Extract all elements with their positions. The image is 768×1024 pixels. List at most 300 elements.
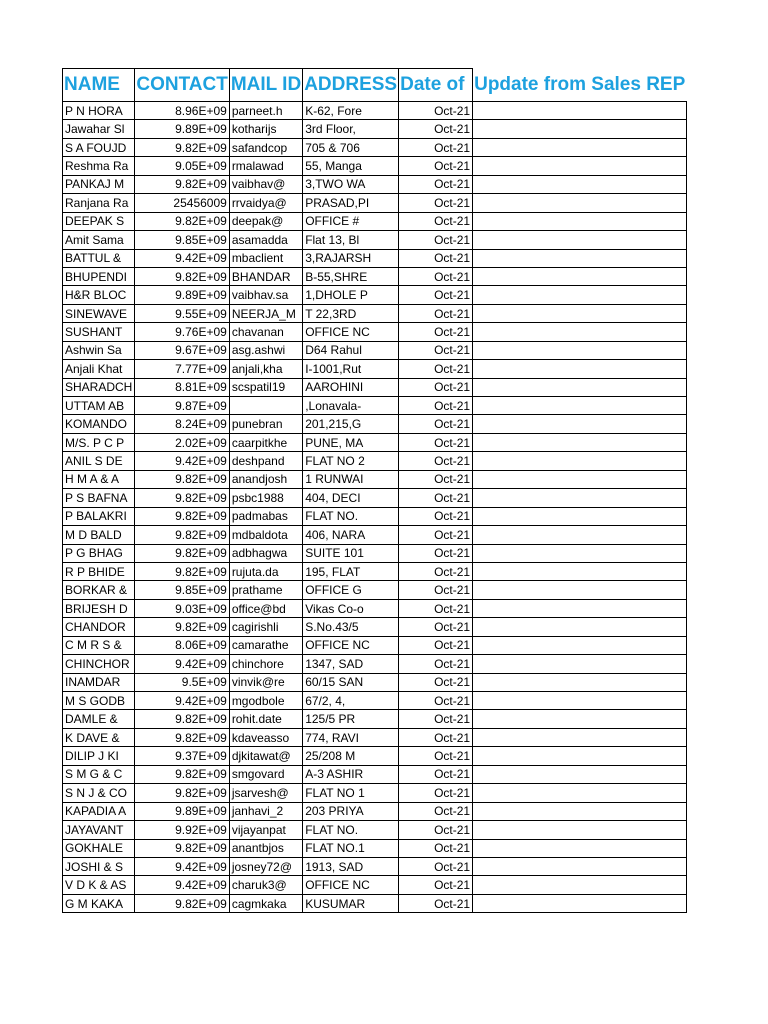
date-cell[interactable]: Oct-21 xyxy=(399,747,473,765)
addr-cell[interactable]: 406, NARA xyxy=(303,526,399,544)
mail-cell[interactable]: djkitawat@ xyxy=(229,747,302,765)
contact-cell[interactable]: 9.85E+09 xyxy=(135,231,229,249)
mail-cell[interactable]: punebran xyxy=(229,415,302,433)
table-row xyxy=(63,341,687,359)
mail-cell[interactable]: rmalawad xyxy=(229,157,302,175)
table-row xyxy=(63,728,687,746)
mail-cell[interactable]: vaibhav@ xyxy=(229,175,302,193)
contact-cell[interactable]: 9.82E+09 xyxy=(135,470,229,488)
addr-cell[interactable]: B-55,SHRE xyxy=(303,267,399,285)
name-cell[interactable]: S N J & CO xyxy=(63,784,135,802)
table-row xyxy=(63,710,687,728)
mail-cell[interactable]: rujuta.da xyxy=(229,562,302,580)
contact-cell[interactable]: 9.5E+09 xyxy=(135,673,229,691)
date-cell[interactable]: Oct-21 xyxy=(399,102,473,120)
contact-cell[interactable]: 8.24E+09 xyxy=(135,415,229,433)
contact-cell[interactable]: 9.42E+09 xyxy=(135,857,229,875)
contact-cell[interactable]: 9.82E+09 xyxy=(135,544,229,562)
mail-cell[interactable]: rrvaidya@ xyxy=(229,194,302,212)
table-row xyxy=(63,323,687,341)
date-cell[interactable]: Oct-21 xyxy=(399,433,473,451)
date-cell[interactable]: Oct-21 xyxy=(399,673,473,691)
mail-cell[interactable]: charuk3@ xyxy=(229,876,302,894)
header-address[interactable]: ADDRESS xyxy=(303,69,399,102)
contact-cell[interactable]: 9.82E+09 xyxy=(135,618,229,636)
name-cell[interactable]: G M KAKA xyxy=(63,894,135,912)
name-cell[interactable]: DILIP J KI xyxy=(63,747,135,765)
update-cell[interactable] xyxy=(473,728,687,746)
name-cell[interactable]: KAPADIA A xyxy=(63,802,135,820)
name-cell[interactable]: Reshma Ra xyxy=(63,157,135,175)
header-contact[interactable]: CONTACT xyxy=(135,69,229,102)
contact-cell[interactable]: 9.87E+09 xyxy=(135,397,229,415)
update-cell[interactable] xyxy=(473,360,687,378)
date-cell[interactable]: Oct-21 xyxy=(399,341,473,359)
name-cell[interactable]: Amit Sama xyxy=(63,231,135,249)
contact-cell[interactable]: 9.85E+09 xyxy=(135,581,229,599)
table-row xyxy=(63,157,687,175)
table-row xyxy=(63,857,687,875)
name-cell[interactable]: Ashwin Sa xyxy=(63,341,135,359)
date-cell[interactable]: Oct-21 xyxy=(399,839,473,857)
date-cell[interactable]: Oct-21 xyxy=(399,784,473,802)
addr-cell[interactable]: Vikas Co-o xyxy=(303,599,399,617)
contact-cell[interactable]: 9.82E+09 xyxy=(135,728,229,746)
addr-cell[interactable]: FLAT NO. xyxy=(303,821,399,839)
table-row xyxy=(63,784,687,802)
mail-cell[interactable]: asg.ashwi xyxy=(229,341,302,359)
contact-cell[interactable]: 9.82E+09 xyxy=(135,267,229,285)
date-cell[interactable]: Oct-21 xyxy=(399,286,473,304)
name-cell[interactable]: DAMLE & xyxy=(63,710,135,728)
mail-cell[interactable]: chinchore xyxy=(229,655,302,673)
date-cell[interactable]: Oct-21 xyxy=(399,304,473,322)
contact-cell[interactable]: 9.42E+09 xyxy=(135,876,229,894)
update-cell[interactable] xyxy=(473,415,687,433)
table-row xyxy=(63,231,687,249)
update-cell[interactable] xyxy=(473,323,687,341)
name-cell[interactable]: R P BHIDE xyxy=(63,562,135,580)
contact-cell[interactable]: 2.02E+09 xyxy=(135,433,229,451)
name-cell[interactable]: BORKAR & xyxy=(63,581,135,599)
mail-cell[interactable]: anandjosh xyxy=(229,470,302,488)
mail-cell[interactable]: rohit.date xyxy=(229,710,302,728)
update-cell[interactable] xyxy=(473,470,687,488)
update-cell[interactable] xyxy=(473,526,687,544)
table-row xyxy=(63,175,687,193)
contact-cell[interactable]: 9.67E+09 xyxy=(135,341,229,359)
contact-cell[interactable]: 9.82E+09 xyxy=(135,212,229,230)
addr-cell[interactable]: 125/5 PR xyxy=(303,710,399,728)
update-cell[interactable] xyxy=(473,507,687,525)
date-cell[interactable]: Oct-21 xyxy=(399,765,473,783)
addr-cell[interactable]: 25/208 M xyxy=(303,747,399,765)
table-row xyxy=(63,747,687,765)
name-cell[interactable]: H&R BLOC xyxy=(63,286,135,304)
contact-cell[interactable]: 9.82E+09 xyxy=(135,894,229,912)
update-cell[interactable] xyxy=(473,747,687,765)
contact-cell[interactable]: 9.42E+09 xyxy=(135,452,229,470)
update-cell[interactable] xyxy=(473,876,687,894)
name-cell[interactable]: SHARADCH xyxy=(63,378,135,396)
date-cell[interactable]: Oct-21 xyxy=(399,692,473,710)
name-cell[interactable]: PANKAJ M xyxy=(63,175,135,193)
name-cell[interactable]: M D BALD xyxy=(63,526,135,544)
contact-cell[interactable]: 8.96E+09 xyxy=(135,102,229,120)
addr-cell[interactable]: AAROHINI xyxy=(303,378,399,396)
table-row xyxy=(63,618,687,636)
date-cell[interactable]: Oct-21 xyxy=(399,323,473,341)
table-row xyxy=(63,544,687,562)
header-date[interactable]: Date of xyxy=(399,69,473,102)
addr-cell[interactable]: Flat 13, Bl xyxy=(303,231,399,249)
table-row xyxy=(63,876,687,894)
mail-cell[interactable]: chavanan xyxy=(229,323,302,341)
contact-cell[interactable]: 9.82E+09 xyxy=(135,562,229,580)
date-cell[interactable]: Oct-21 xyxy=(399,802,473,820)
update-cell[interactable] xyxy=(473,489,687,507)
name-cell[interactable]: DEEPAK S xyxy=(63,212,135,230)
update-cell[interactable] xyxy=(473,212,687,230)
addr-cell[interactable]: OFFICE NC xyxy=(303,876,399,894)
name-cell[interactable]: S M G & C xyxy=(63,765,135,783)
table-row xyxy=(63,286,687,304)
mail-cell[interactable]: anjali,kha xyxy=(229,360,302,378)
mail-cell[interactable]: janhavi_2 xyxy=(229,802,302,820)
contact-cell[interactable]: 9.82E+09 xyxy=(135,526,229,544)
update-cell[interactable] xyxy=(473,765,687,783)
addr-cell[interactable]: PRASAD,PI xyxy=(303,194,399,212)
contact-cell[interactable]: 9.03E+09 xyxy=(135,599,229,617)
update-cell[interactable] xyxy=(473,544,687,562)
mail-cell[interactable]: cagmkaka xyxy=(229,894,302,912)
update-cell[interactable] xyxy=(473,378,687,396)
contact-cell[interactable]: 9.82E+09 xyxy=(135,507,229,525)
update-cell[interactable] xyxy=(473,157,687,175)
mail-cell[interactable]: safandcop xyxy=(229,138,302,156)
update-cell[interactable] xyxy=(473,599,687,617)
mail-cell[interactable]: mgodbole xyxy=(229,692,302,710)
table-row xyxy=(63,562,687,580)
contact-cell[interactable]: 8.81E+09 xyxy=(135,378,229,396)
name-cell[interactable]: H M A & A xyxy=(63,470,135,488)
contact-cell[interactable]: 8.06E+09 xyxy=(135,636,229,654)
mail-cell[interactable]: mdbaldota xyxy=(229,526,302,544)
addr-cell[interactable]: A-3 ASHIR xyxy=(303,765,399,783)
addr-cell[interactable]: OFFICE NC xyxy=(303,323,399,341)
contact-cell[interactable]: 9.42E+09 xyxy=(135,692,229,710)
update-cell[interactable] xyxy=(473,267,687,285)
addr-cell[interactable]: FLAT NO. xyxy=(303,507,399,525)
date-cell[interactable]: Oct-21 xyxy=(399,655,473,673)
header-mail-id[interactable]: MAIL ID xyxy=(229,69,302,102)
mail-cell[interactable]: psbc1988 xyxy=(229,489,302,507)
name-cell[interactable]: M/S. P C P xyxy=(63,433,135,451)
mail-cell[interactable]: deshpand xyxy=(229,452,302,470)
addr-cell[interactable]: D64 Rahul xyxy=(303,341,399,359)
table-row xyxy=(63,802,687,820)
mail-cell[interactable]: jsarvesh@ xyxy=(229,784,302,802)
date-cell[interactable]: Oct-21 xyxy=(399,581,473,599)
update-cell[interactable] xyxy=(473,692,687,710)
mail-cell[interactable]: vaibhav.sa xyxy=(229,286,302,304)
date-cell[interactable]: Oct-21 xyxy=(399,544,473,562)
contact-cell[interactable]: 9.37E+09 xyxy=(135,747,229,765)
addr-cell[interactable]: 1,DHOLE P xyxy=(303,286,399,304)
addr-cell[interactable]: 705 & 706 xyxy=(303,138,399,156)
mail-cell[interactable]: josney72@ xyxy=(229,857,302,875)
date-cell[interactable]: Oct-21 xyxy=(399,728,473,746)
update-cell[interactable] xyxy=(473,286,687,304)
date-cell[interactable]: Oct-21 xyxy=(399,894,473,912)
update-cell[interactable] xyxy=(473,784,687,802)
name-cell[interactable]: M S GODB xyxy=(63,692,135,710)
addr-cell[interactable]: 774, RAVI xyxy=(303,728,399,746)
update-cell[interactable] xyxy=(473,102,687,120)
name-cell[interactable]: UTTAM AB xyxy=(63,397,135,415)
update-cell[interactable] xyxy=(473,710,687,728)
addr-cell[interactable]: 404, DECI xyxy=(303,489,399,507)
name-cell[interactable]: CHINCHOR xyxy=(63,655,135,673)
mail-cell[interactable]: padmabas xyxy=(229,507,302,525)
update-cell[interactable] xyxy=(473,581,687,599)
mail-cell[interactable]: caarpitkhe xyxy=(229,433,302,451)
date-cell[interactable]: Oct-21 xyxy=(399,876,473,894)
contact-cell[interactable]: 9.89E+09 xyxy=(135,120,229,138)
contact-cell[interactable]: 9.82E+09 xyxy=(135,765,229,783)
contact-cell[interactable]: 9.55E+09 xyxy=(135,304,229,322)
mail-cell[interactable]: kdaveasso xyxy=(229,728,302,746)
date-cell[interactable]: Oct-21 xyxy=(399,710,473,728)
addr-cell[interactable]: 201,215,G xyxy=(303,415,399,433)
table-row xyxy=(63,304,687,322)
name-cell[interactable]: JOSHI & S xyxy=(63,857,135,875)
table-row xyxy=(63,249,687,267)
table-row xyxy=(63,378,687,396)
update-cell[interactable] xyxy=(473,452,687,470)
mail-cell[interactable]: parneet.h xyxy=(229,102,302,120)
contact-cell[interactable]: 25456009 xyxy=(135,194,229,212)
addr-cell[interactable]: 1913, SAD xyxy=(303,857,399,875)
date-cell[interactable]: Oct-21 xyxy=(399,599,473,617)
table-row xyxy=(63,267,687,285)
contact-cell[interactable]: 9.92E+09 xyxy=(135,821,229,839)
date-cell[interactable]: Oct-21 xyxy=(399,231,473,249)
contact-cell[interactable]: 9.89E+09 xyxy=(135,802,229,820)
date-cell[interactable]: Oct-21 xyxy=(399,526,473,544)
update-cell[interactable] xyxy=(473,618,687,636)
contact-cell[interactable]: 9.82E+09 xyxy=(135,839,229,857)
addr-cell[interactable]: OFFICE NC xyxy=(303,636,399,654)
contact-cell[interactable]: 9.76E+09 xyxy=(135,323,229,341)
date-cell[interactable]: Oct-21 xyxy=(399,636,473,654)
contact-cell[interactable]: 9.82E+09 xyxy=(135,175,229,193)
name-cell[interactable]: P N HORA xyxy=(63,102,135,120)
mail-cell[interactable]: prathame xyxy=(229,581,302,599)
table-row xyxy=(63,765,687,783)
date-cell[interactable]: Oct-21 xyxy=(399,360,473,378)
name-cell[interactable]: BHUPENDI xyxy=(63,267,135,285)
name-cell[interactable]: Anjali Khat xyxy=(63,360,135,378)
update-cell[interactable] xyxy=(473,894,687,912)
date-cell[interactable]: Oct-21 xyxy=(399,138,473,156)
name-cell[interactable]: V D K & AS xyxy=(63,876,135,894)
table-row xyxy=(63,821,687,839)
contact-cell[interactable]: 7.77E+09 xyxy=(135,360,229,378)
date-cell[interactable]: Oct-21 xyxy=(399,175,473,193)
mail-cell[interactable] xyxy=(229,397,302,415)
name-cell[interactable]: P S BAFNA xyxy=(63,489,135,507)
addr-cell[interactable]: 1 RUNWAI xyxy=(303,470,399,488)
addr-cell[interactable]: I-1001,Rut xyxy=(303,360,399,378)
name-cell[interactable]: Jawahar Sl xyxy=(63,120,135,138)
date-cell[interactable]: Oct-21 xyxy=(399,507,473,525)
update-cell[interactable] xyxy=(473,821,687,839)
update-cell[interactable] xyxy=(473,802,687,820)
date-cell[interactable]: Oct-21 xyxy=(399,857,473,875)
contact-cell[interactable]: 9.42E+09 xyxy=(135,655,229,673)
addr-cell[interactable]: 55, Manga xyxy=(303,157,399,175)
mail-cell[interactable]: deepak@ xyxy=(229,212,302,230)
addr-cell[interactable]: 3,RAJARSH xyxy=(303,249,399,267)
table-row xyxy=(63,636,687,654)
name-cell[interactable]: KOMANDO xyxy=(63,415,135,433)
name-cell[interactable]: K DAVE & xyxy=(63,728,135,746)
date-cell[interactable]: Oct-21 xyxy=(399,212,473,230)
name-cell[interactable]: SINEWAVE xyxy=(63,304,135,322)
mail-cell[interactable]: BHANDAR xyxy=(229,267,302,285)
name-cell[interactable]: S A FOUJD xyxy=(63,138,135,156)
header-name[interactable]: NAME xyxy=(63,69,135,102)
contact-cell[interactable]: 9.82E+09 xyxy=(135,710,229,728)
date-cell[interactable]: Oct-21 xyxy=(399,562,473,580)
update-cell[interactable] xyxy=(473,857,687,875)
name-cell[interactable]: INAMDAR xyxy=(63,673,135,691)
date-cell[interactable]: Oct-21 xyxy=(399,267,473,285)
name-cell[interactable]: C M R S & xyxy=(63,636,135,654)
mail-cell[interactable]: cagirishli xyxy=(229,618,302,636)
addr-cell[interactable]: FLAT NO.1 xyxy=(303,839,399,857)
name-cell[interactable]: GOKHALE xyxy=(63,839,135,857)
mail-cell[interactable]: NEERJA_M xyxy=(229,304,302,322)
addr-cell[interactable]: OFFICE G xyxy=(303,581,399,599)
table-row xyxy=(63,360,687,378)
mail-cell[interactable]: camarathe xyxy=(229,636,302,654)
spreadsheet-table xyxy=(62,68,687,913)
date-cell[interactable]: Oct-21 xyxy=(399,194,473,212)
mail-cell[interactable]: kotharijs xyxy=(229,120,302,138)
date-cell[interactable]: Oct-21 xyxy=(399,157,473,175)
contact-cell[interactable]: 9.89E+09 xyxy=(135,286,229,304)
addr-cell[interactable]: FLAT NO 1 xyxy=(303,784,399,802)
update-cell[interactable] xyxy=(473,138,687,156)
addr-cell[interactable]: PUNE, MA xyxy=(303,433,399,451)
date-cell[interactable]: Oct-21 xyxy=(399,397,473,415)
table-row xyxy=(63,415,687,433)
contact-cell[interactable]: 9.82E+09 xyxy=(135,138,229,156)
update-cell[interactable] xyxy=(473,304,687,322)
mail-cell[interactable]: adbhagwa xyxy=(229,544,302,562)
name-cell[interactable]: SUSHANT xyxy=(63,323,135,341)
date-cell[interactable]: Oct-21 xyxy=(399,821,473,839)
mail-cell[interactable]: mbaclient xyxy=(229,249,302,267)
date-cell[interactable]: Oct-21 xyxy=(399,489,473,507)
update-cell[interactable] xyxy=(473,655,687,673)
date-cell[interactable]: Oct-21 xyxy=(399,618,473,636)
contact-cell[interactable]: 9.42E+09 xyxy=(135,249,229,267)
name-cell[interactable]: JAYAVANT xyxy=(63,821,135,839)
date-cell[interactable]: Oct-21 xyxy=(399,249,473,267)
addr-cell[interactable]: 1347, SAD xyxy=(303,655,399,673)
mail-cell[interactable]: vijayanpat xyxy=(229,821,302,839)
mail-cell[interactable]: anantbjos xyxy=(229,839,302,857)
addr-cell[interactable]: ,Lonavala- xyxy=(303,397,399,415)
table-row xyxy=(63,433,687,451)
addr-cell[interactable]: OFFICE # xyxy=(303,212,399,230)
addr-cell[interactable]: FLAT NO 2 xyxy=(303,452,399,470)
addr-cell[interactable]: T 22,3RD xyxy=(303,304,399,322)
update-cell[interactable] xyxy=(473,397,687,415)
table-row xyxy=(63,599,687,617)
date-cell[interactable]: Oct-21 xyxy=(399,470,473,488)
table-row xyxy=(63,138,687,156)
date-cell[interactable]: Oct-21 xyxy=(399,378,473,396)
name-cell[interactable]: Ranjana Ra xyxy=(63,194,135,212)
addr-cell[interactable]: S.No.43/5 xyxy=(303,618,399,636)
contact-cell[interactable]: 9.05E+09 xyxy=(135,157,229,175)
update-cell[interactable] xyxy=(473,120,687,138)
update-cell[interactable] xyxy=(473,175,687,193)
mail-cell[interactable]: asamadda xyxy=(229,231,302,249)
addr-cell[interactable]: KUSUMAR xyxy=(303,894,399,912)
date-cell[interactable]: Oct-21 xyxy=(399,120,473,138)
addr-cell[interactable]: 67/2, 4, xyxy=(303,692,399,710)
addr-cell[interactable]: 60/15 SAN xyxy=(303,673,399,691)
update-cell[interactable] xyxy=(473,231,687,249)
addr-cell[interactable]: K-62, Fore xyxy=(303,102,399,120)
update-cell[interactable] xyxy=(473,249,687,267)
addr-cell[interactable]: 203 PRIYA xyxy=(303,802,399,820)
update-cell[interactable] xyxy=(473,341,687,359)
table-row xyxy=(63,894,687,912)
update-cell[interactable] xyxy=(473,194,687,212)
name-cell[interactable]: ANIL S DE xyxy=(63,452,135,470)
name-cell[interactable]: P G BHAG xyxy=(63,544,135,562)
update-cell[interactable] xyxy=(473,636,687,654)
name-cell[interactable]: BATTUL & xyxy=(63,249,135,267)
date-cell[interactable]: Oct-21 xyxy=(399,452,473,470)
addr-cell[interactable]: SUITE 101 xyxy=(303,544,399,562)
update-cell[interactable] xyxy=(473,673,687,691)
update-cell[interactable] xyxy=(473,839,687,857)
addr-cell[interactable]: 3,TWO WA xyxy=(303,175,399,193)
contact-cell[interactable]: 9.82E+09 xyxy=(135,489,229,507)
addr-cell[interactable]: 195, FLAT xyxy=(303,562,399,580)
name-cell[interactable]: P BALAKRI xyxy=(63,507,135,525)
name-cell[interactable]: CHANDOR xyxy=(63,618,135,636)
mail-cell[interactable]: smgovard xyxy=(229,765,302,783)
mail-cell[interactable]: office@bd xyxy=(229,599,302,617)
name-cell[interactable]: BRIJESH D xyxy=(63,599,135,617)
header-update-from-sales-rep[interactable]: Update from Sales REP xyxy=(474,73,686,95)
date-cell[interactable]: Oct-21 xyxy=(399,415,473,433)
addr-cell[interactable]: 3rd Floor, xyxy=(303,120,399,138)
update-cell[interactable] xyxy=(473,433,687,451)
mail-cell[interactable]: scspatil19 xyxy=(229,378,302,396)
contact-cell[interactable]: 9.82E+09 xyxy=(135,784,229,802)
update-cell[interactable] xyxy=(473,562,687,580)
mail-cell[interactable]: vinvik@re xyxy=(229,673,302,691)
